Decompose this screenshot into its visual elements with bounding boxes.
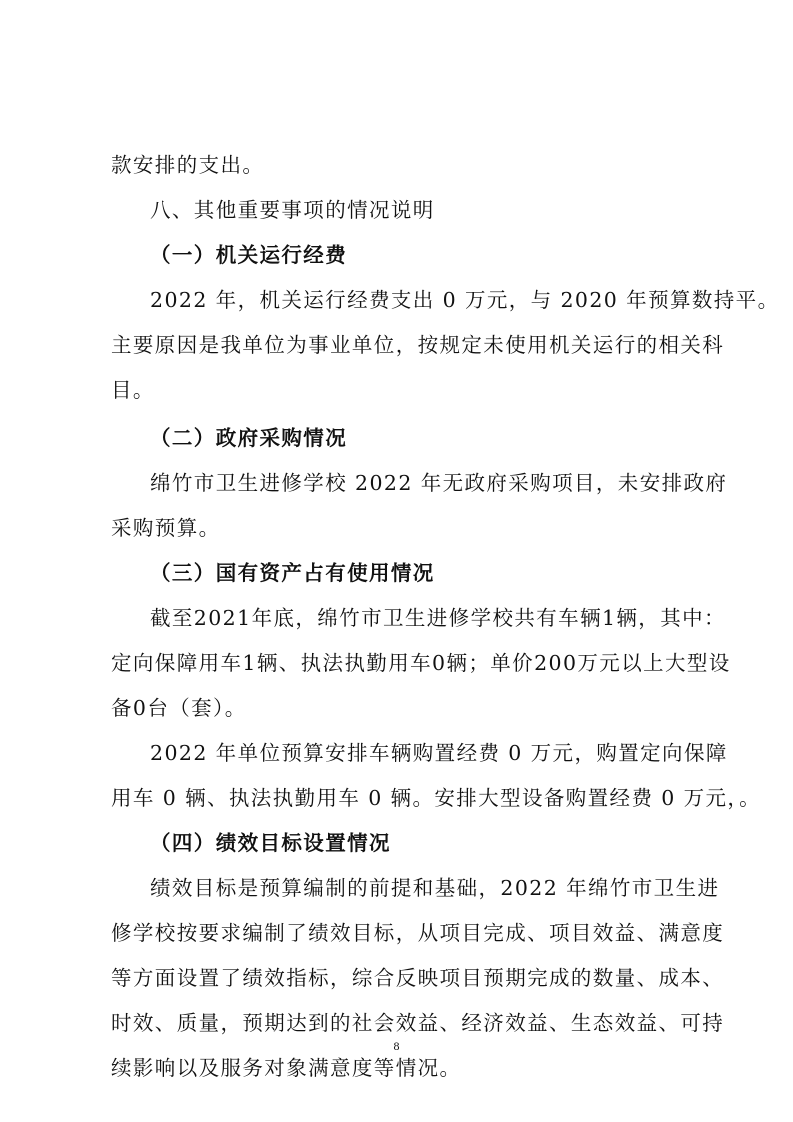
page-number: 8	[393, 1039, 400, 1053]
paragraph-line: 采购预算。	[111, 516, 221, 540]
paragraph-line: 款安排的支出。	[111, 153, 265, 177]
section-heading: 八、其他重要事项的情况说明	[150, 198, 435, 222]
paragraph-line: 主要原因是我单位为事业单位，按规定未使用机关运行的相关科	[111, 333, 725, 357]
subsection-heading: （三）国有资产占有使用情况	[150, 561, 435, 585]
paragraph-line: 2022 年单位预算安排车辆购置经费 0 万元，购置定向保障	[150, 741, 728, 765]
paragraph-line: 等方面设置了绩效指标，综合反映项目预期完成的数量、成本、	[111, 966, 725, 990]
paragraph-line: 2022 年，机关运行经费支出 0 万元，与 2020 年预算数持平。	[150, 288, 780, 312]
paragraph-line: 目。	[111, 378, 155, 402]
paragraph-line: 修学校按要求编制了绩效目标，从项目完成、项目效益、满意度	[111, 921, 725, 945]
paragraph-line: 绵竹市卫生进修学校 2022 年无政府采购项目，未安排政府	[150, 471, 728, 495]
subsection-heading: （一）机关运行经费	[150, 243, 348, 267]
paragraph-line: 续影响以及服务对象满意度等情况。	[111, 1056, 462, 1080]
paragraph-line: 定向保障用车1辆、执法执勤用车0辆；单价200万元以上大型设	[111, 651, 731, 675]
paragraph-line: 绩效目标是预算编制的前提和基础，2022 年绵竹市卫生进	[150, 876, 720, 900]
subsection-heading: （二）政府采购情况	[150, 426, 348, 450]
subsection-heading: （四）绩效目标设置情况	[150, 831, 391, 855]
paragraph-line: 时效、质量，预期达到的社会效益、经济效益、生态效益、可持	[111, 1011, 725, 1035]
paragraph-line: 备0台（套）。	[111, 696, 247, 720]
paragraph-line: 截至2021年底，绵竹市卫生进修学校共有车辆1辆，其中：	[150, 606, 726, 630]
paragraph-line: 用车 0 辆、执法执勤用车 0 辆。安排大型设备购置经费 0 万元，。	[111, 786, 761, 810]
